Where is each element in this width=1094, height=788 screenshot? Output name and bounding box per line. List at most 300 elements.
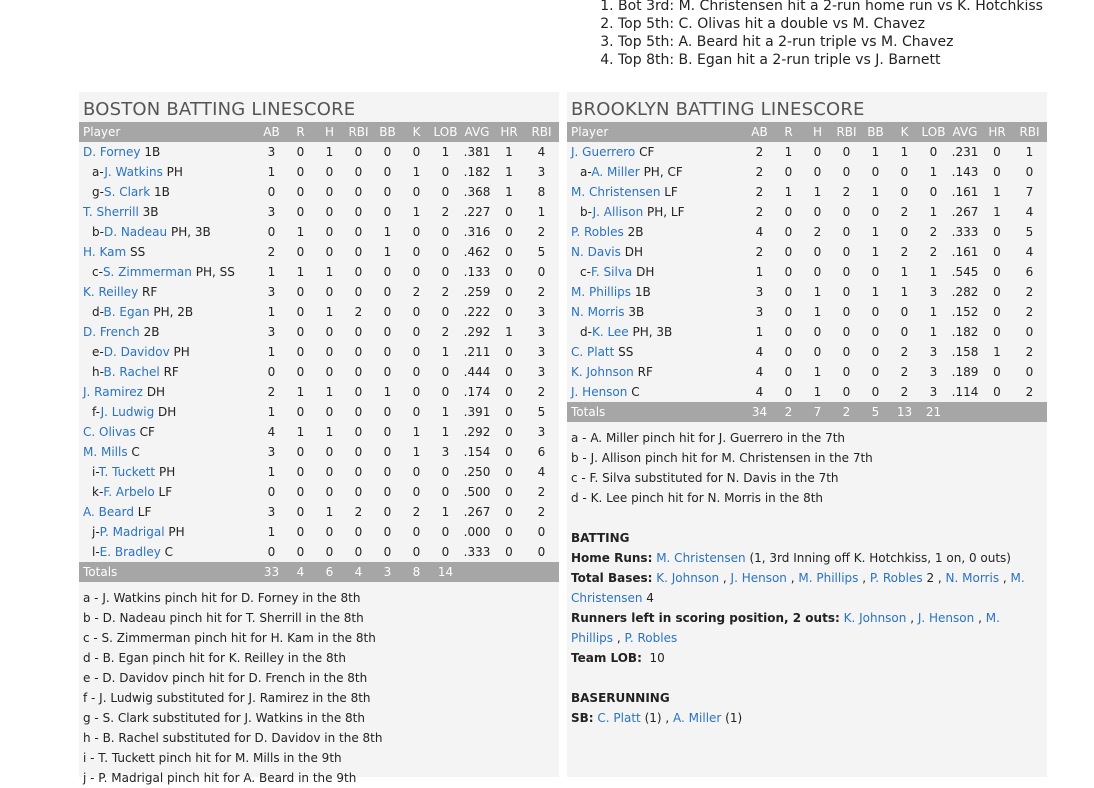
player-cell: [79, 462, 257, 482]
stat-cell: 2: [900, 205, 909, 219]
substitution-note: a - J. Watkins pinch hit for D. Forney in the 8th: [83, 591, 361, 605]
player-cell: [567, 382, 745, 402]
stat-cell: 4: [267, 425, 276, 439]
stat-cell: 0: [505, 345, 513, 359]
stat-cell: 0: [354, 205, 363, 219]
stat-cell: 3: [537, 365, 546, 379]
stat-cell: 0: [296, 205, 305, 219]
risp-line: [571, 608, 1043, 648]
table-row: [567, 262, 1047, 282]
stat-cell: 2: [537, 225, 546, 239]
player-cell: [79, 482, 257, 502]
stat-cell: 0: [900, 325, 909, 339]
player-cell: [79, 262, 257, 282]
list-separator: 4: [642, 591, 654, 605]
stat-cell: 0: [505, 385, 513, 399]
player-cell: [79, 522, 257, 542]
stat-cell: 0: [354, 425, 363, 439]
player-position: PH: [158, 465, 176, 479]
stat-cell: 2: [900, 245, 909, 259]
stat-cell: 0: [383, 345, 392, 359]
stat-cell: .182: [463, 165, 491, 179]
stat-cell: 0: [900, 185, 909, 199]
stat-cell: 0: [784, 285, 793, 299]
stat-cell: 1: [993, 205, 1001, 219]
totals-cell: 7: [803, 402, 832, 422]
substitution-note: g - S. Clark substituted for J. Watkins in the 8th: [83, 711, 365, 725]
column-header: AB: [257, 122, 286, 142]
sub-marker: j-: [92, 525, 100, 539]
stat-cell: 0: [505, 425, 513, 439]
sub-marker: b-: [92, 225, 104, 239]
sub-marker: c-: [580, 265, 591, 279]
column-header: RBI: [524, 122, 559, 142]
baserunning-heading: BASERUNNING: [571, 691, 670, 705]
stat-cell: .381: [463, 145, 491, 159]
stat-cell: 3: [267, 325, 276, 339]
player-cell: [567, 262, 745, 282]
player-link[interactable]: M. Christensen: [571, 185, 661, 199]
stat-cell: 1: [325, 265, 334, 279]
sb-label: SB:: [571, 711, 594, 725]
stat-cell: 1: [871, 225, 880, 239]
table-row: [79, 242, 559, 262]
player-cell: [79, 442, 257, 462]
stat-cell: 0: [441, 305, 450, 319]
stat-cell: 0: [325, 185, 334, 199]
player-link[interactable]: M. Christensen: [571, 571, 1025, 605]
column-header: R: [774, 122, 803, 142]
player-link[interactable]: D. Forney: [83, 145, 141, 159]
stat-cell: 0: [296, 165, 305, 179]
player-position: 2B: [143, 325, 160, 339]
stat-cell: 1: [412, 425, 421, 439]
stat-cell: 0: [784, 385, 793, 399]
stat-cell: 1: [383, 385, 392, 399]
scoring-summary-list: [602, 0, 1043, 69]
player-link[interactable]: N. Davis: [571, 245, 621, 259]
stat-cell: 0: [441, 265, 450, 279]
stat-cell: 0: [505, 365, 513, 379]
stat-cell: 0: [813, 145, 822, 159]
stat-cell: 1: [900, 265, 909, 279]
stat-cell: 0: [296, 285, 305, 299]
stat-cell: 0: [842, 365, 851, 379]
player-link[interactable]: M. Phillips: [571, 611, 1000, 645]
stat-cell: 0: [383, 165, 392, 179]
stat-cell: 1: [267, 305, 276, 319]
stat-cell: .158: [951, 345, 979, 359]
player-position: PH, 3B: [170, 225, 211, 239]
stat-cell: 3: [929, 285, 938, 299]
player-position: 3B: [628, 305, 645, 319]
player-cell: [79, 342, 257, 362]
total-bases-line: [571, 568, 1043, 608]
stat-cell: 0: [383, 265, 392, 279]
stat-cell: 0: [784, 245, 793, 259]
player-link[interactable]: D. French: [83, 325, 140, 339]
player-link[interactable]: B. Rachel: [103, 365, 160, 379]
stat-cell: .222: [463, 305, 491, 319]
stat-cell: 1: [929, 305, 938, 319]
stat-cell: 0: [354, 345, 363, 359]
stat-cell: 4: [755, 225, 764, 239]
stat-cell: 1: [412, 165, 421, 179]
player-position: RF: [637, 365, 653, 379]
player-link[interactable]: M. Phillips: [798, 571, 859, 585]
stat-cell: 1: [441, 505, 450, 519]
brooklyn-substitution-notes: [567, 422, 1047, 508]
list-separator: ,: [906, 611, 915, 625]
table-row: [567, 342, 1047, 362]
stat-cell: 0: [354, 145, 363, 159]
stat-cell: 0: [842, 265, 851, 279]
stat-cell: 0: [383, 445, 392, 459]
player-cell: [567, 342, 745, 362]
stat-cell: 0: [1025, 365, 1034, 379]
table-row: [79, 142, 559, 162]
stat-cell: 4: [755, 365, 764, 379]
stat-cell: 2: [813, 225, 822, 239]
stat-cell: 2: [929, 245, 938, 259]
brooklyn-batting-table: [567, 122, 1047, 422]
column-header: K: [402, 122, 431, 142]
player-link[interactable]: A. Miller: [591, 165, 640, 179]
stat-cell: 4: [755, 385, 764, 399]
player-link[interactable]: D. Nadeau: [103, 225, 168, 239]
player-link[interactable]: E. Bradley: [99, 545, 161, 559]
stat-cell: .267: [463, 505, 491, 519]
player-link[interactable]: M. Christensen: [656, 551, 746, 565]
stat-cell: 3: [537, 345, 546, 359]
totals-cell: 5: [861, 402, 890, 422]
stat-cell: 0: [267, 185, 276, 199]
boston-substitution-notes: [79, 582, 559, 788]
stat-cell: 2: [1025, 385, 1034, 399]
stat-cell: 0: [354, 185, 363, 199]
boston-linescore-title: BOSTON BATTING LINESCORE: [83, 99, 356, 120]
stat-cell: 0: [842, 285, 851, 299]
stat-cell: 0: [441, 545, 450, 559]
stat-cell: .292: [463, 425, 491, 439]
sub-marker: h-: [92, 365, 104, 379]
player-cell: [567, 302, 745, 322]
player-link[interactable]: F. Silva: [590, 265, 633, 279]
player-link[interactable]: H. Kam: [83, 245, 127, 259]
stat-cell: 0: [412, 185, 421, 199]
stat-cell: 3: [267, 205, 276, 219]
stat-cell: .259: [463, 285, 491, 299]
player-link[interactable]: J. Henson: [571, 385, 628, 399]
stat-cell: .174: [463, 385, 491, 399]
player-link[interactable]: M. Mills: [83, 445, 128, 459]
stat-cell: 0: [505, 505, 513, 519]
player-cell: [79, 382, 257, 402]
stat-cell: 4: [1025, 205, 1034, 219]
home-runs-label: Home Runs:: [571, 551, 653, 565]
stat-cell: 0: [441, 185, 450, 199]
stat-cell: .316: [463, 225, 491, 239]
table-row: [567, 382, 1047, 402]
stat-cell: 1: [505, 165, 513, 179]
stat-cell: 0: [325, 445, 334, 459]
stat-cell: 0: [383, 325, 392, 339]
table-row: [79, 262, 559, 282]
stat-cell: 0: [842, 385, 851, 399]
table-row: [567, 282, 1047, 302]
stat-cell: 0: [296, 185, 305, 199]
stat-cell: .189: [951, 365, 979, 379]
player-link[interactable]: T. Sherrill: [83, 205, 139, 219]
stat-cell: 3: [755, 305, 764, 319]
batting-section: [567, 528, 1047, 728]
player-link[interactable]: N. Morris: [571, 305, 625, 319]
stat-cell: 2: [354, 305, 363, 319]
player-link[interactable]: P. Robles: [571, 225, 624, 239]
table-row: [567, 242, 1047, 262]
player-position: DH: [636, 265, 655, 279]
player-position: PH: [173, 345, 190, 359]
risp-label: Runners left in scoring position, 2 outs:: [571, 611, 840, 625]
player-position: RF: [142, 285, 158, 299]
player-link[interactable]: J. Ludwig: [100, 405, 155, 419]
stat-cell: 1: [267, 345, 276, 359]
totals-cell: 2: [774, 402, 803, 422]
stat-cell: 0: [325, 325, 334, 339]
stat-cell: 2: [441, 325, 450, 339]
stolen-bases-line: [571, 708, 1043, 728]
stat-cell: 0: [296, 465, 305, 479]
player-position: LF: [664, 185, 678, 199]
player-link[interactable]: K. Johnson: [656, 571, 720, 585]
table-row: [79, 502, 559, 522]
stat-cell: 0: [354, 465, 363, 479]
player-position: DH: [146, 385, 166, 399]
boston-batting-table: [79, 122, 559, 582]
player-link[interactable]: S. Clark: [103, 185, 151, 199]
stat-cell: .545: [951, 265, 979, 279]
player-link[interactable]: A. Beard: [83, 505, 134, 519]
stat-cell: 1: [929, 265, 938, 279]
stat-cell: 0: [412, 405, 421, 419]
stat-cell: 0: [842, 165, 851, 179]
substitution-note: d - B. Egan pinch hit for K. Reilley in the 8th: [83, 651, 346, 665]
table-row: [567, 322, 1047, 342]
player-link[interactable]: J. Henson: [917, 611, 975, 625]
player-position: 1B: [634, 285, 651, 299]
stat-cell: 0: [993, 225, 1001, 239]
stat-cell: 2: [755, 205, 764, 219]
stat-cell: 0: [354, 245, 363, 259]
stat-cell: 0: [412, 245, 421, 259]
stat-cell: .292: [463, 325, 491, 339]
player-link[interactable]: M. Phillips: [571, 285, 632, 299]
player-link[interactable]: T. Tuckett: [98, 465, 156, 479]
player-link[interactable]: C. Platt: [597, 711, 641, 725]
player-link[interactable]: F. Arbelo: [103, 485, 155, 499]
stat-cell: 1: [412, 445, 421, 459]
stat-cell: 0: [784, 225, 793, 239]
stat-cell: 0: [441, 365, 450, 379]
stat-cell: 0: [296, 365, 305, 379]
sub-marker: l-: [92, 545, 100, 559]
stat-cell: 0: [993, 385, 1001, 399]
stat-cell: 1: [325, 145, 334, 159]
stat-cell: 0: [784, 365, 793, 379]
player-link[interactable]: J. Guerrero: [571, 145, 636, 159]
stat-cell: 0: [441, 465, 450, 479]
player-cell: [79, 502, 257, 522]
stat-cell: 3: [537, 325, 546, 339]
stat-cell: 0: [354, 165, 363, 179]
stat-cell: 0: [325, 365, 334, 379]
stat-cell: 0: [412, 265, 421, 279]
stat-cell: 0: [412, 525, 421, 539]
player-link[interactable]: B. Egan: [103, 305, 150, 319]
stat-cell: 0: [842, 325, 851, 339]
player-link[interactable]: K. Johnson: [843, 611, 907, 625]
totals-cell: 2: [832, 402, 861, 422]
stat-cell: 5: [1025, 225, 1034, 239]
player-link[interactable]: K. Reilley: [83, 285, 139, 299]
stat-cell: 0: [441, 225, 450, 239]
stat-cell: 0: [325, 245, 334, 259]
list-separator: ,: [786, 571, 795, 585]
stat-cell: 1: [784, 185, 793, 199]
sub-marker: k-: [92, 485, 104, 499]
stat-cell: 3: [267, 445, 276, 459]
player-cell: [567, 362, 745, 382]
stat-cell: 2: [267, 385, 276, 399]
stat-cell: 0: [993, 285, 1001, 299]
stat-cell: 0: [993, 145, 1001, 159]
player-cell: [567, 322, 745, 342]
stat-cell: 0: [354, 405, 363, 419]
stat-cell: 0: [383, 485, 392, 499]
player-link[interactable]: D. Davidov: [103, 345, 170, 359]
stat-cell: 0: [537, 265, 546, 279]
stat-cell: 1: [325, 505, 334, 519]
stat-cell: 0: [871, 345, 880, 359]
column-header: AVG: [948, 122, 982, 142]
stat-cell: 1: [871, 245, 880, 259]
column-header: RBI: [1012, 122, 1047, 142]
stat-cell: 0: [267, 365, 276, 379]
substitution-note: i - T. Tuckett pinch hit for M. Mills in the 9th: [83, 751, 342, 765]
stat-cell: 3: [267, 505, 276, 519]
stat-cell: 0: [354, 545, 363, 559]
sub-marker: a-: [580, 165, 592, 179]
stat-cell: 1: [296, 225, 305, 239]
list-separator: ,: [858, 571, 867, 585]
stat-cell: .333: [951, 225, 979, 239]
stat-cell: 7: [1025, 185, 1034, 199]
stat-cell: 0: [871, 305, 880, 319]
stat-cell: 0: [842, 225, 851, 239]
stat-cell: 0: [412, 145, 421, 159]
stat-cell: 1: [871, 145, 880, 159]
player-link[interactable]: C. Olivas: [83, 425, 136, 439]
stat-cell: 1: [383, 245, 392, 259]
player-link[interactable]: K. Lee: [591, 325, 629, 339]
column-header: Player: [79, 122, 257, 142]
stat-cell: 1: [383, 225, 392, 239]
substitution-note: c - F. Silva substituted for N. Davis in the 7th: [571, 471, 839, 485]
stat-cell: 3: [537, 165, 546, 179]
substitution-note: h - B. Rachel substituted for D. Davidov in the 8th: [83, 731, 383, 745]
player-link[interactable]: J. Ramirez: [83, 385, 143, 399]
stat-cell: .000: [463, 525, 491, 539]
stat-cell: 0: [325, 545, 334, 559]
stat-cell: 0: [325, 225, 334, 239]
stat-cell: 0: [900, 225, 909, 239]
table-row: [79, 482, 559, 502]
substitution-note: d - K. Lee pinch hit for N. Morris in the 8th: [571, 491, 824, 505]
player-cell: [79, 182, 257, 202]
stat-cell: 0: [929, 185, 938, 199]
player-link[interactable]: A. Miller: [673, 711, 722, 725]
stat-cell: 0: [383, 285, 392, 299]
player-link[interactable]: K. Johnson: [571, 365, 634, 379]
player-link[interactable]: J. Henson: [730, 571, 787, 585]
stat-cell: 2: [354, 505, 363, 519]
stat-cell: 2: [441, 285, 450, 299]
player-link[interactable]: P. Robles: [624, 631, 678, 645]
player-link[interactable]: S. Zimmerman: [102, 265, 192, 279]
stat-cell: 0: [325, 525, 334, 539]
player-link[interactable]: P. Robles: [869, 571, 923, 585]
player-position: PH, 3B: [632, 325, 673, 339]
stat-cell: 4: [1025, 245, 1034, 259]
stat-cell: 0: [900, 165, 909, 179]
player-link[interactable]: J. Watkins: [104, 165, 163, 179]
stat-cell: 0: [813, 245, 822, 259]
stat-cell: 0: [296, 345, 305, 359]
stat-cell: 3: [537, 305, 546, 319]
stat-cell: 0: [871, 265, 880, 279]
brooklyn-linescore-title: BROOKLYN BATTING LINESCORE: [571, 99, 865, 120]
table-row: [79, 322, 559, 342]
player-link[interactable]: N. Morris: [945, 571, 1000, 585]
totals-cell: 33: [257, 562, 286, 582]
stat-cell: 0: [813, 325, 822, 339]
stat-cell: 2: [755, 145, 764, 159]
player-link[interactable]: C. Platt: [571, 345, 615, 359]
player-position: PH, LF: [647, 205, 685, 219]
stat-cell: .182: [951, 325, 979, 339]
stat-cell: 0: [813, 345, 822, 359]
player-link[interactable]: P. Madrigal: [99, 525, 165, 539]
scoring-play: 1. Bot 3rd: M. Christensen hit a 2-run home run vs K. Hotchkiss: [618, 0, 1043, 15]
stat-cell: 0: [1025, 325, 1034, 339]
stat-cell: 0: [354, 445, 363, 459]
table-row: [79, 402, 559, 422]
stat-cell: 0: [383, 425, 392, 439]
player-link[interactable]: J. Allison: [592, 205, 644, 219]
stat-cell: 2: [900, 345, 909, 359]
brooklyn-linescore-panel: [567, 92, 1047, 777]
stat-cell: 1: [412, 205, 421, 219]
stat-cell: 1: [784, 145, 793, 159]
stat-cell: 0: [383, 465, 392, 479]
column-header: HR: [982, 122, 1012, 142]
stat-cell: .250: [463, 465, 491, 479]
stat-cell: 0: [842, 245, 851, 259]
stat-cell: 2: [755, 245, 764, 259]
stat-cell: 2: [537, 385, 546, 399]
column-header: LOB: [431, 122, 460, 142]
sub-marker: i-: [92, 465, 99, 479]
